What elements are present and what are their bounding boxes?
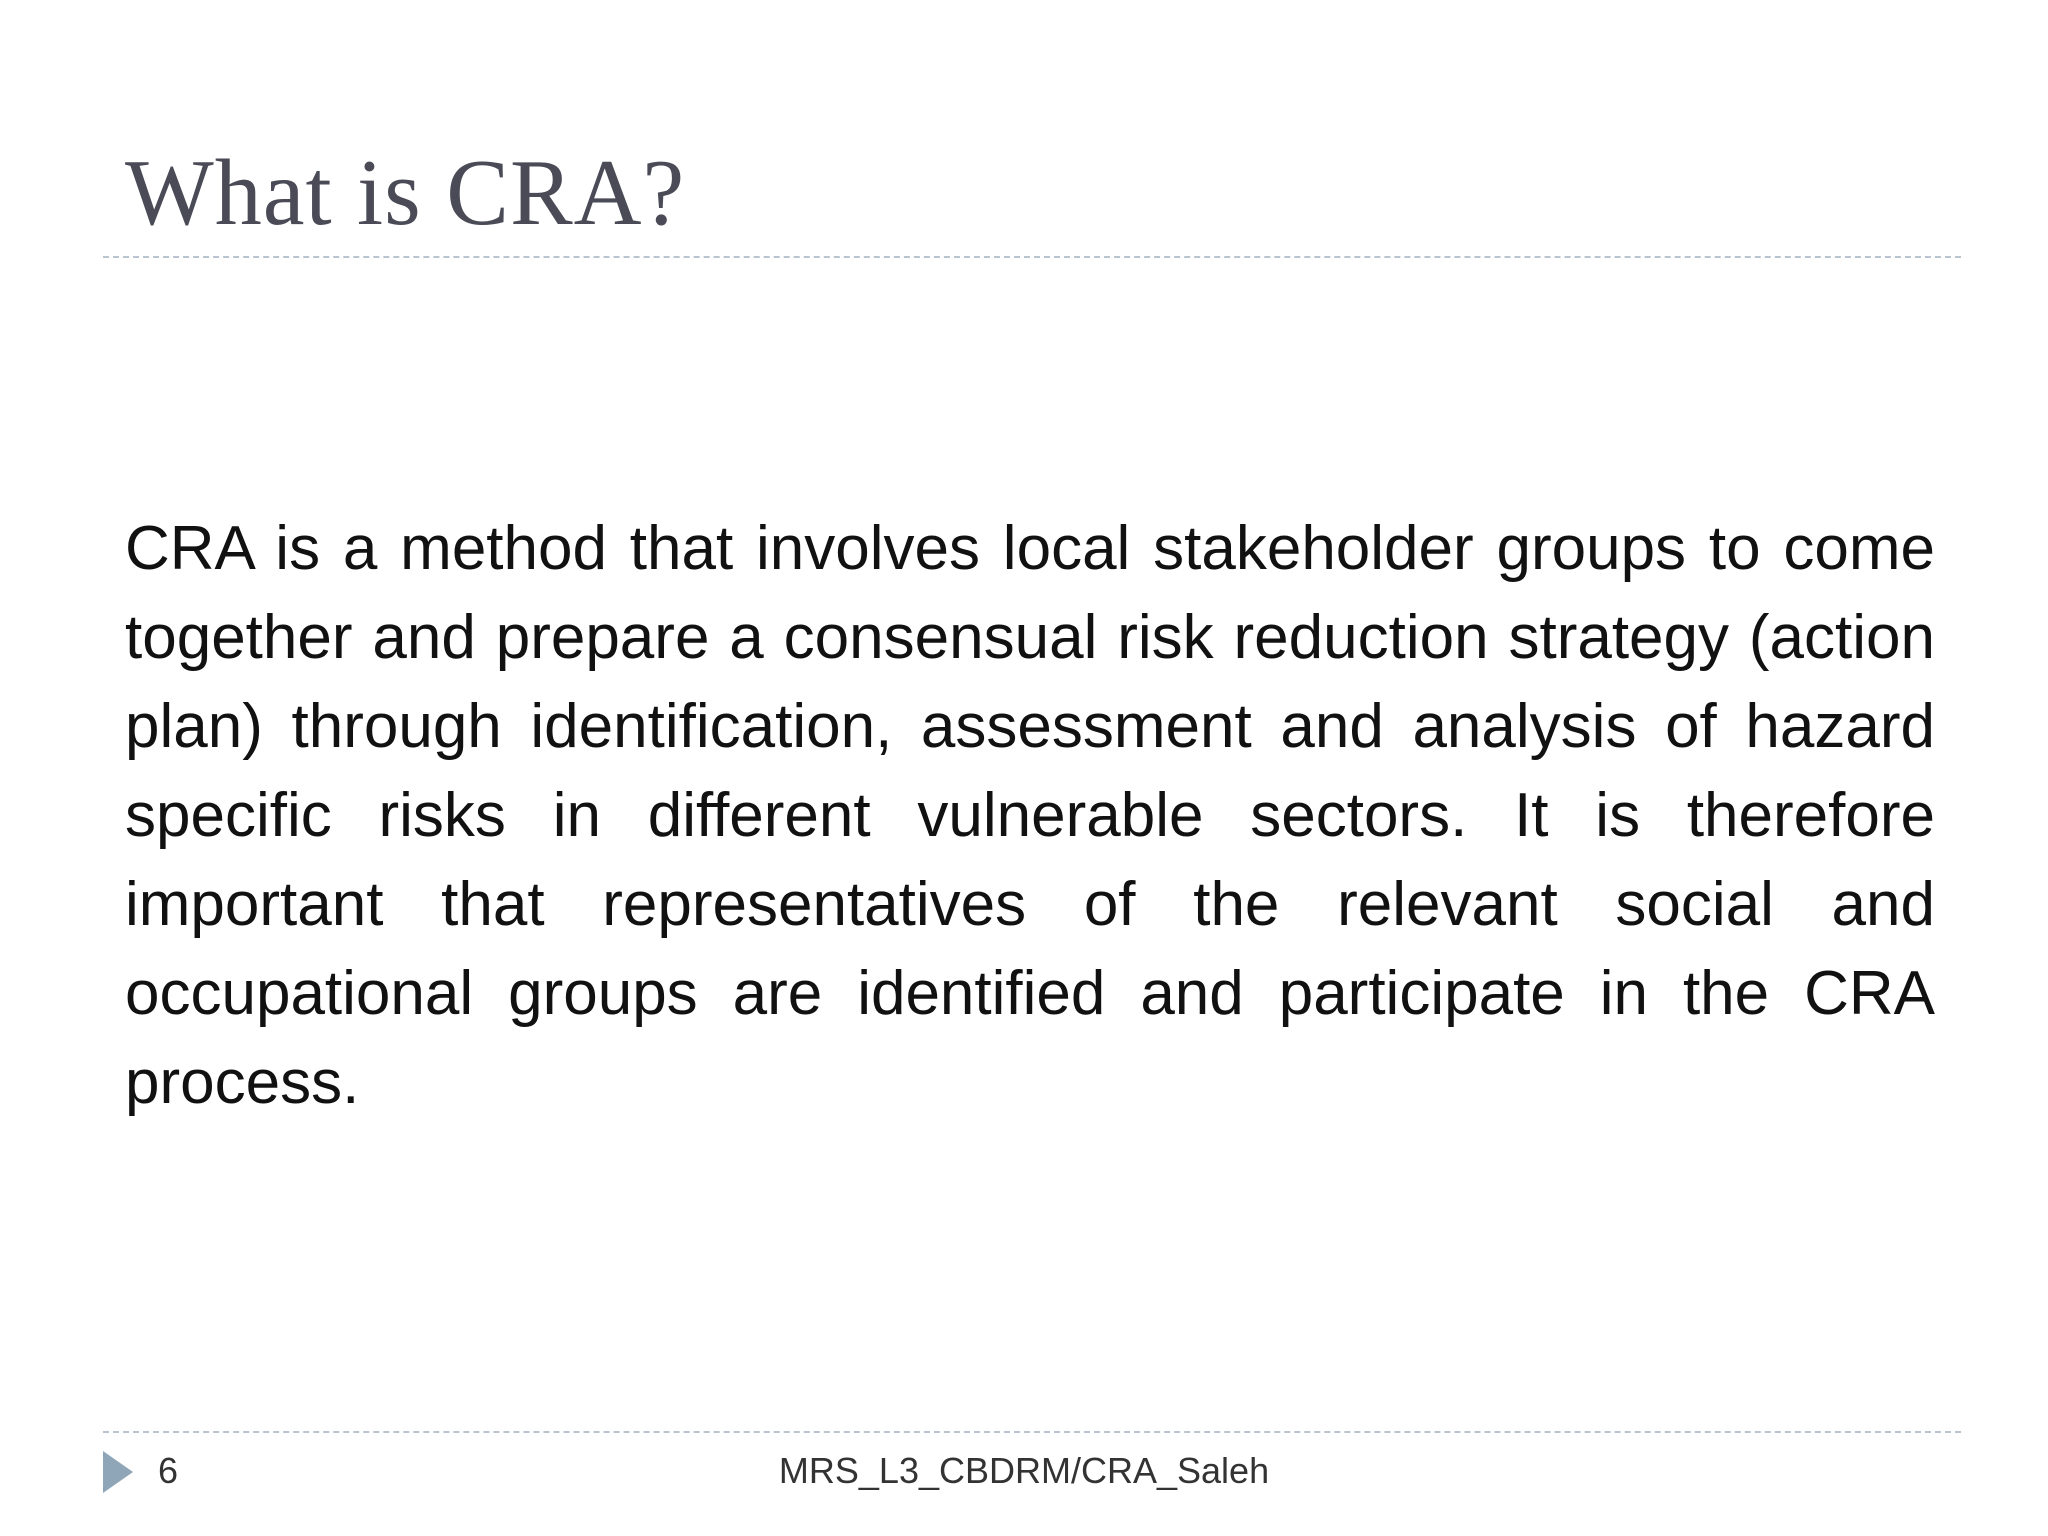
slide-title: What is CRA? <box>125 141 686 245</box>
footer-label: MRS_L3_CBDRM/CRA_Saleh <box>778 1450 1270 1491</box>
slide-body-text: CRA is a method that involves local stakeholder groups to come together and prepare a consensual risk reduction strategy (action plan) through identification, assessment and analysis of hazard specific risks in different vulnerable sectors. It is therefore important that representatives of the relevant social and occupational groups are identified and participate in the CRA process. <box>125 514 1935 1117</box>
title-divider <box>103 256 1961 258</box>
page-number: 6 <box>158 1450 179 1491</box>
footer-divider <box>103 1431 1961 1433</box>
